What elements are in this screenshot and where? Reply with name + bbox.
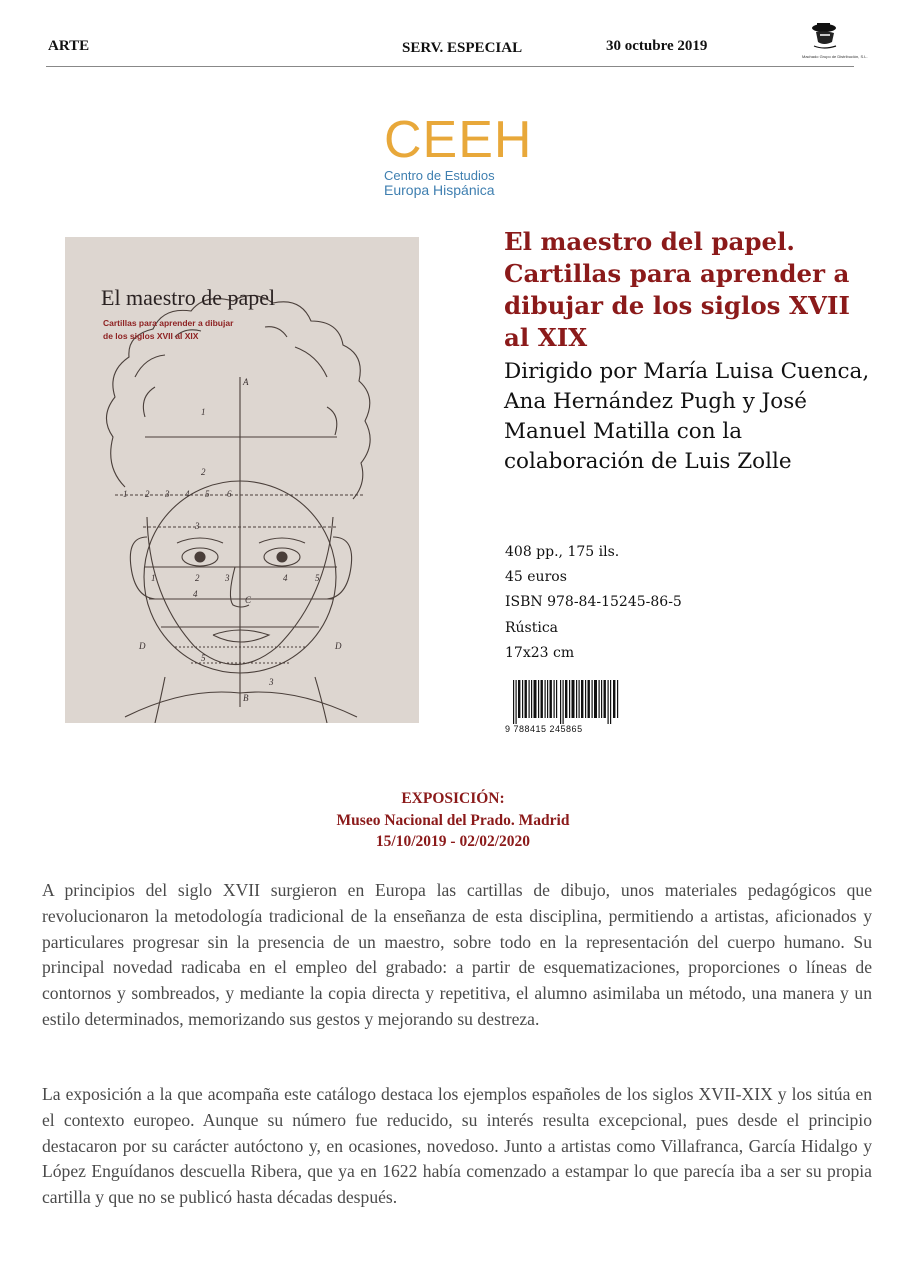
book-size: 17x23 cm bbox=[505, 644, 575, 661]
exhibition-info bbox=[0, 788, 906, 853]
svg-text:5: 5 bbox=[205, 489, 210, 499]
cover-title: El maestro de papel bbox=[101, 285, 276, 310]
publisher-logo-mark: CEEH bbox=[384, 111, 533, 169]
book-price: 45 euros bbox=[505, 569, 567, 586]
distributor-logo bbox=[802, 20, 868, 64]
book-isbn: ISBN 978-84-15245-86-5 bbox=[505, 594, 682, 611]
book-authors: Dirigido por María Luisa Cuenca, Ana Hernández Pugh y José Manuel Matilla con la colaboración de Luis Zolle bbox=[504, 359, 870, 474]
cover-subtitle-line1: Cartillas para aprender a dibujar bbox=[103, 318, 234, 328]
svg-text:1: 1 bbox=[123, 489, 128, 499]
svg-text:D: D bbox=[139, 641, 146, 651]
svg-text:2: 2 bbox=[145, 489, 150, 499]
book-pages: 408 pp., 175 ils. bbox=[505, 544, 620, 560]
svg-text:A: A bbox=[243, 377, 249, 387]
book-cover bbox=[65, 237, 419, 723]
svg-text:6: 6 bbox=[227, 489, 232, 499]
cover-subtitle bbox=[103, 317, 303, 343]
svg-text:2: 2 bbox=[195, 573, 200, 583]
header-divider bbox=[46, 66, 854, 67]
svg-text:3: 3 bbox=[225, 573, 230, 583]
publisher-logo-line1: Centro de Estudios bbox=[384, 168, 495, 183]
publisher-logo-line2: Europa Hispánica bbox=[384, 182, 495, 198]
body-paragraph-1: A principios del siglo XVII surgieron en Europa las cartillas de dibujo, unos materiales pedagógicos que revolucionaron la metodología tradicional de la enseñanza de esta disciplina, permitiendo a artistas, aficionados y particulares progresar sin la presencia de un maestro, sobre todo en la representación del cuerpo humano. Su principal novedad radicaba en el empleo del grabado: a partir de esquematizaciones, proporciones o líneas de contornos y sombreados, y mediante la copia directa y repetitiva, el alumno asimilaba un método, una manera y un estilo determinados, memorizando sus gestos y mejorando su destreza. bbox=[42, 880, 872, 1029]
section-label: ARTE bbox=[48, 38, 90, 54]
svg-text:3: 3 bbox=[269, 677, 274, 687]
book-details bbox=[505, 540, 682, 666]
svg-text:3: 3 bbox=[195, 521, 200, 531]
barcode-digits: 9 788415 245865 bbox=[505, 724, 583, 734]
svg-text:5: 5 bbox=[201, 653, 206, 663]
svg-text:5: 5 bbox=[315, 573, 320, 583]
svg-text:C: C bbox=[245, 595, 252, 605]
exhibition-venue: Museo Nacional del Prado. Madrid bbox=[336, 811, 570, 829]
exhibition-heading: EXPOSICIÓN: bbox=[401, 790, 505, 807]
svg-text:2: 2 bbox=[201, 467, 206, 477]
svg-text:4: 4 bbox=[283, 573, 288, 583]
barcode-icon bbox=[505, 680, 623, 724]
exhibition-dates: 15/10/2019 - 02/02/2020 bbox=[375, 833, 531, 850]
svg-text:4: 4 bbox=[185, 489, 190, 499]
svg-text:1: 1 bbox=[151, 573, 156, 583]
service-label: SERV. ESPECIAL bbox=[402, 40, 523, 56]
book-binding: Rústica bbox=[505, 619, 559, 636]
hat-figure-icon bbox=[802, 20, 854, 54]
body-paragraph-2: La exposición a la que acompaña este catálogo destaca los ejemplos españoles de los siglos XVII-XIX y los sitúa en el contexto europeo. Aunque su número fue reducido, su interés resulta excepcional, pues desde el principio destacaron por su carácter autóctono y, en ocasiones, novedoso. Junto a artistas como Villafranca, García Hidalgo y López Enguídanos descuella Ribera, que ya en 1622 había comenzado a estampar lo que parecía iba a ser su propia cartilla y que no se publicó hasta décadas después. bbox=[42, 1084, 872, 1208]
cover-subtitle-line2: de los siglos XVII al XIX bbox=[103, 331, 199, 341]
svg-text:D: D bbox=[335, 641, 342, 651]
publisher-logo bbox=[384, 111, 544, 198]
distributor-logo-caption: Machado Grupo de Distribución, S.L. bbox=[802, 54, 868, 59]
svg-text:B: B bbox=[243, 693, 249, 703]
book-title: El maestro del papel. Cartillas para aprender a dibujar de los siglos XVII al XIX bbox=[504, 227, 850, 352]
svg-text:1: 1 bbox=[201, 407, 206, 417]
svg-text:3: 3 bbox=[165, 489, 170, 499]
svg-text:4: 4 bbox=[193, 589, 198, 599]
publication-date: 30 octubre 2019 bbox=[606, 38, 708, 54]
isbn-barcode bbox=[505, 680, 623, 738]
